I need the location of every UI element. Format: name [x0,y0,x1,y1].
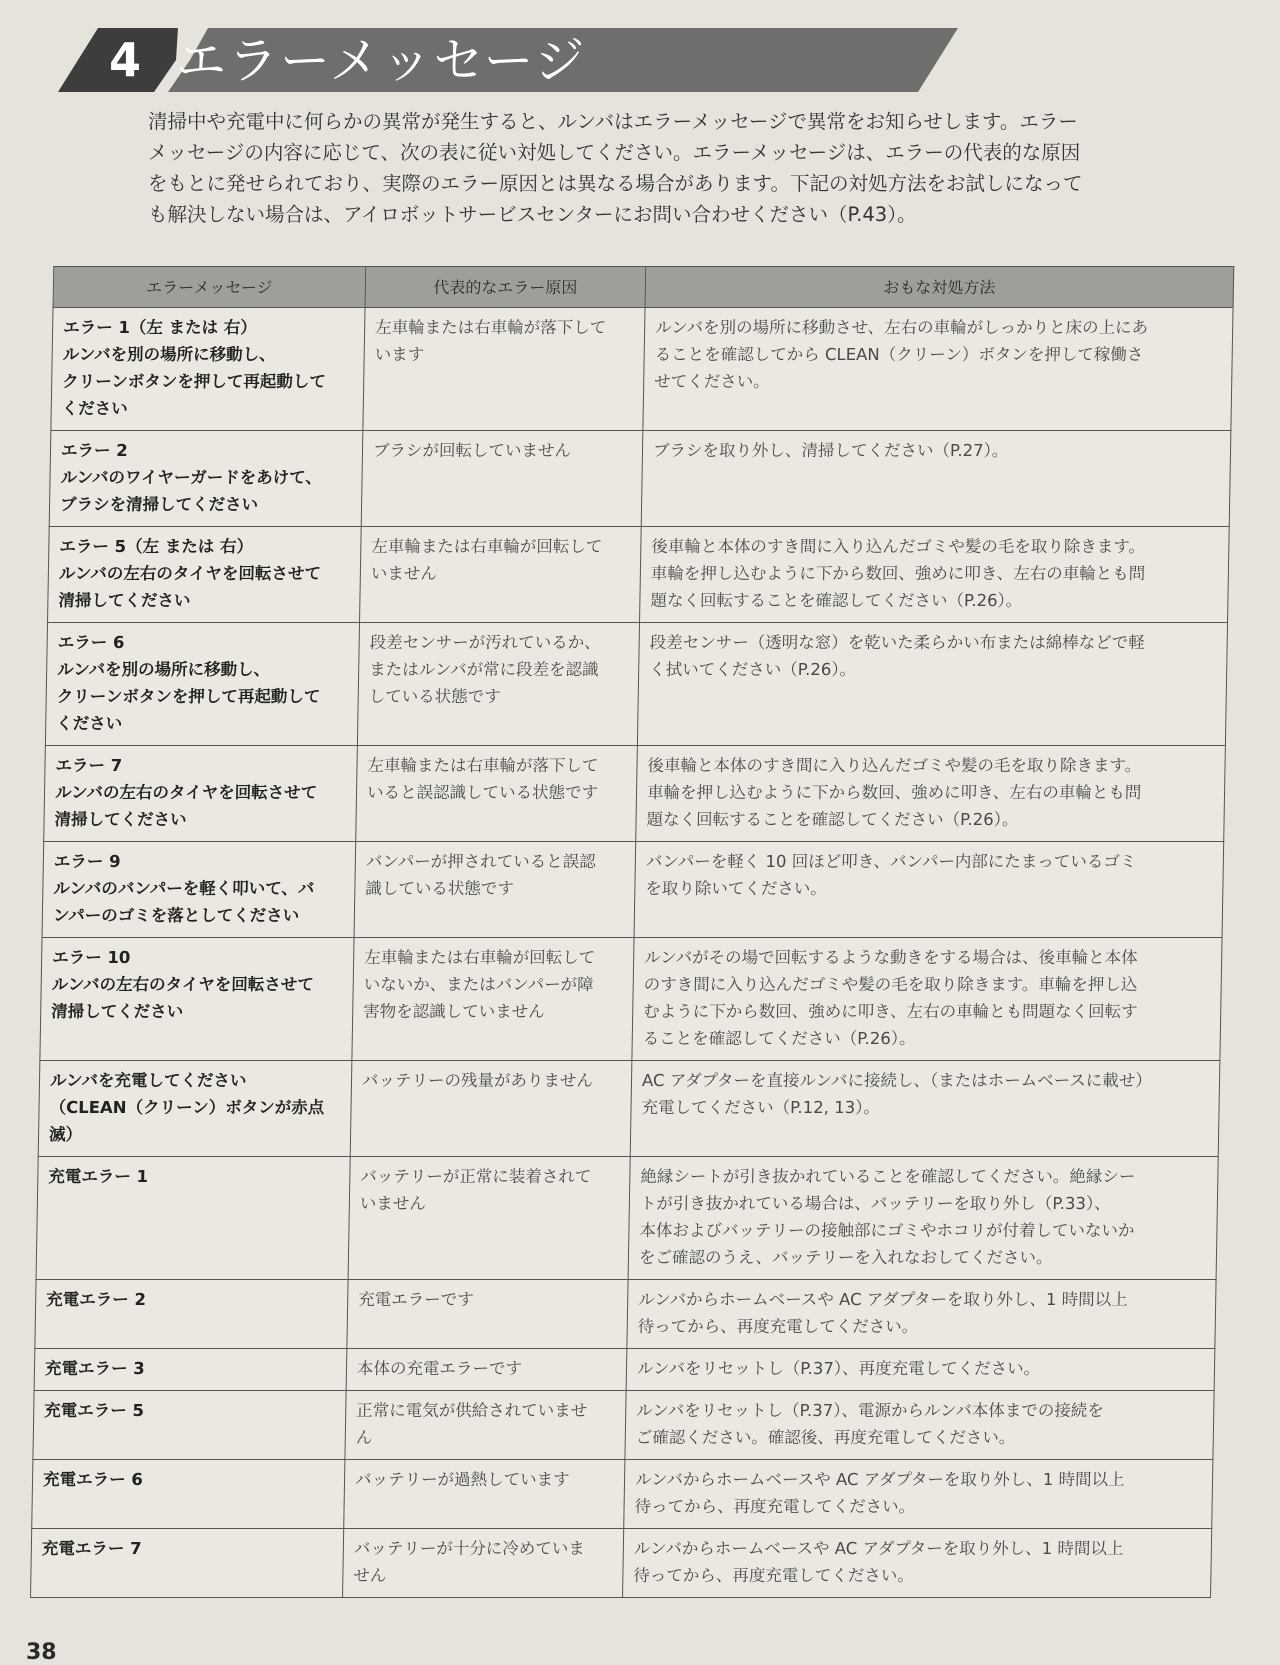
table-row [40,938,1222,1061]
table-row [32,1460,1213,1529]
error-cause-cell [346,1349,627,1391]
error-message-cell [49,431,363,527]
error-message-line: ルンバの左右のタイヤを回転させて [54,783,318,802]
error-cause-cell [360,527,642,623]
error-message-cell [51,308,365,431]
error-cause-line: 左車輪または右車輪が落下して [375,318,607,337]
error-cause-cell [344,1460,625,1529]
remedy-cell [634,842,1224,938]
table-row [42,842,1224,938]
error-message-line: ください [61,399,128,418]
error-cause-line: いないか、またはバンパーが障 [363,975,594,994]
remedy-line: トが引き抜かれている場合は、バッテリーを取り外し（P.33）、 [639,1194,1111,1213]
error-message-cell [31,1529,344,1598]
section-header [58,28,958,92]
error-message-cell [33,1391,346,1460]
error-message-cell [38,1061,352,1157]
error-cause-line: 左車輪または右車輪が回転して [371,537,603,556]
remedy-line: のすき間に入り込んだゴミや髪の毛を取り除きます。車輪を押し込 [643,975,1138,994]
remedy-line: バンパーを軽く 10 回ほど叩き、バンパー内部にたまっているゴミ [645,852,1137,871]
remedy-cell [626,1349,1215,1391]
remedy-line: 車輪を押し込むように下から数回、強めに叩き、左右の車輪とも問 [646,783,1142,802]
remedy-line: ルンバがその場で回転するような動きをする場合は、後車輪と本体 [644,948,1138,967]
error-cause-cell [361,431,643,527]
remedy-line: ルンバからホームベースや AC アダプターを取り外し、1 時間以上 [638,1290,1128,1309]
remedy-cell [625,1391,1214,1460]
remedy-cell [624,1460,1213,1529]
error-cause-line: いません [359,1194,427,1213]
error-message-line: エラー 10 [52,948,131,967]
error-cause-cell [350,1061,632,1157]
page-number: 38 [26,1640,57,1665]
error-message-line: ルンバを充電してください [49,1071,247,1090]
remedy-line: 後車輪と本体のすき間に入り込んだゴミや髪の毛を取り除きます。 [651,537,1146,556]
remedy-cell [643,308,1233,431]
error-message-cell [35,1280,348,1349]
error-message-line: 充電エラー 5 [44,1401,145,1420]
error-message-cell [40,938,354,1061]
error-cause-line: バンパーが押されていると誤認 [365,852,596,871]
error-cause-cell [343,1529,624,1598]
remedy-cell [636,746,1226,842]
remedy-line: ご確認ください。確認後、再度充電してください。 [635,1428,1016,1447]
remedy-line: 題なく回転することを確認してください（P.26）。 [646,810,1019,829]
table-header-row [53,267,1234,308]
error-cause-line: 左車輪または右車輪が落下して [367,756,599,775]
error-message-cell [44,746,358,842]
error-message-line: クリーンボタンを押して再起動して [56,687,321,706]
error-message-line: 充電エラー 6 [42,1470,143,1489]
table-row [49,431,1231,527]
table-row [45,623,1227,746]
intro-line: をもとに発せられており、実際のエラー原因とは異なる場合があります。下記の対処方法をお試しになって [148,172,1083,195]
remedy-line: ブラシを取り外し、清掃してください（P.27）。 [652,441,1009,460]
error-cause-cell [352,938,634,1061]
remedy-line: AC アダプターを直接ルンバに接続し、（またはホームベースに載せ） [641,1071,1153,1090]
error-message-line: ルンバの左右のタイヤを回転させて [58,564,322,583]
error-cause-cell [354,842,636,938]
error-cause-line: バッテリーが正常に装着されて [360,1167,592,1186]
remedy-cell [623,1529,1212,1598]
error-cause-line: している状態です [368,687,501,706]
remedy-line: 車輪を押し込むように下から数回、強めに叩き、左右の車輪とも問 [650,564,1146,583]
error-cause-line: 左車輪または右車輪が回転して [364,948,596,967]
remedy-line: 待ってから、再度充電してください。 [637,1317,919,1336]
section-number: 4 [108,33,141,87]
error-message-line: ルンバのワイヤーガードをあけて、 [60,468,323,487]
error-message-line: ルンバのバンパーを軽く叩いて、バ [53,879,315,898]
remedy-line: 充電してください（P.12, 13）。 [641,1098,881,1117]
header-remedy: おもな対処方法 [645,267,1234,308]
error-message-line: エラー 1（左 または 右） [63,318,258,337]
table-row [48,527,1230,623]
remedy-cell [641,431,1231,527]
error-cause-line: 識している状態です [365,879,515,898]
error-message-line: 清掃してください [54,810,187,829]
remedy-line: 本体およびバッテリーの接触部にゴミやホコリが付着していないか [639,1221,1135,1240]
table-row [36,1157,1218,1280]
error-message-line: エラー 5（左 または 右） [59,537,254,556]
error-cause-line: 充電エラーです [358,1290,474,1309]
error-message-line: ンパーのゴミを落としてください [52,906,300,925]
error-message-line: （CLEAN（クリーン）ボタンが赤点滅） [48,1098,325,1144]
error-cause-cell [357,623,639,746]
error-message-line: ルンバを別の場所に移動し、 [57,660,271,679]
remedy-line: ルンバを別の場所に移動させ、左右の車輪がしっかりと床の上にあ [655,318,1149,337]
error-cause-line: バッテリーの残量がありません [361,1071,594,1090]
table-row [35,1280,1216,1349]
remedy-line: ルンバからホームベースや AC アダプターを取り外し、1 時間以上 [634,1470,1125,1489]
error-cause-cell [363,308,645,431]
error-cause-line: またはルンバが常に段差を認識 [369,660,599,679]
table-row [38,1061,1220,1157]
error-cause-line: ん [355,1428,373,1447]
error-cause-line: いると誤認識している状態です [366,783,599,802]
section-title: エラーメッセージ [176,32,587,90]
remedy-cell [637,623,1227,746]
error-cause-cell [347,1280,628,1349]
remedy-line: ルンバをリセットし（P.37）、電源からルンバ本体までの接続を [636,1401,1105,1420]
remedy-line: ることを確認してください（P.26）。 [642,1029,916,1048]
remedy-line: むように下から数回、強めに叩き、左右の車輪とも問題なく回転す [643,1002,1138,1021]
error-message-line: ルンバの左右のタイヤを回転させて [51,975,314,994]
error-cause-line: ブラシが回転していません [372,441,572,460]
error-message-line: 充電エラー 7 [41,1539,142,1558]
error-message-cell [42,842,356,938]
error-cause-cell [348,1157,630,1280]
remedy-line: 待ってから、再度充電してください。 [634,1497,916,1516]
error-cause-line: バッテリーが過熱しています [354,1470,570,1489]
error-message-line: エラー 2 [60,441,128,460]
error-message-line: 充電エラー 3 [44,1359,145,1378]
error-cause-line: 段差センサーが汚れているか、 [369,633,601,652]
remedy-line: 後車輪と本体のすき間に入り込んだゴミや髪の毛を取り除きます。 [647,756,1142,775]
error-message-line: エラー 6 [57,633,125,652]
remedy-line: せてください。 [654,372,770,391]
remedy-cell [630,1061,1220,1157]
header-error-cause: 代表的なエラー原因 [365,267,646,308]
error-cause-line: います [374,345,425,364]
remedy-cell [640,527,1230,623]
table-row [51,308,1233,431]
error-cause-line: バッテリーが十分に冷めていま [353,1539,586,1558]
error-message-line: ください [56,714,123,733]
intro-line: 清掃中や充電中に何らかの異常が発生すると、ルンバはエラーメッセージで異常をお知らせします。エラー [148,110,1078,133]
remedy-line: を取り除いてください。 [645,879,828,898]
table-row [33,1391,1214,1460]
header-error-message: エラーメッセージ [53,267,366,308]
remedy-cell [628,1157,1218,1280]
error-cause-cell [345,1391,626,1460]
error-cause-line: 害物を認識していません [363,1002,545,1021]
table-row [44,746,1226,842]
intro-line: も解決しない場合は、アイロボットサービスセンターにお問い合わせください（P.43）。 [148,203,917,226]
error-message-line: エラー 9 [53,852,121,871]
error-message-cell [45,623,359,746]
error-cause-line: 正常に電気が供給されていませ [356,1401,588,1420]
error-message-line: ブラシを清掃してください [59,495,259,514]
remedy-cell [632,938,1222,1061]
error-message-cell [34,1349,347,1391]
intro-paragraph [148,106,1208,230]
error-cause-line: 本体の充電エラーです [356,1359,523,1378]
error-message-line: 充電エラー 2 [46,1290,147,1309]
error-cause-line: せん [353,1566,387,1585]
remedy-line: 段差センサー（透明な窓）を乾いた柔らかい布または綿棒などで軽 [649,633,1145,652]
remedy-line: 待ってから、再度充電してください。 [633,1566,915,1585]
error-cause-line: いません [370,564,438,583]
error-message-line: クリーンボタンを押して再起動して [62,372,327,391]
remedy-cell [627,1280,1216,1349]
error-message-cell [48,527,362,623]
remedy-line: をご確認のうえ、バッテリーを入れなおしてください。 [638,1248,1053,1267]
remedy-line: ルンバからホームベースや AC アダプターを取り外し、1 時間以上 [633,1539,1124,1558]
error-message-line: エラー 7 [55,756,123,775]
table-row [34,1349,1215,1391]
error-message-line: 充電エラー 1 [48,1167,149,1186]
error-message-line: 清掃してください [58,591,191,610]
remedy-line: ルンバをリセットし（P.37）、再度充電してください。 [636,1359,1041,1378]
remedy-line: 絶縁シートが引き抜かれていることを確認してください。絶縁シー [640,1167,1136,1186]
error-cause-cell [356,746,638,842]
error-message-cell [36,1157,350,1280]
table-row [31,1529,1212,1598]
error-table [30,266,1234,1598]
intro-line: メッセージの内容に応じて、次の表に従い対処してください。エラーメッセージは、エラーの代表的な原因 [148,141,1081,164]
error-message-cell [32,1460,345,1529]
error-message-line: ルンバを別の場所に移動し、 [62,345,276,364]
remedy-line: ることを確認してから CLEAN（クリーン）ボタンを押して稼働さ [654,345,1144,364]
error-message-line: 清掃してください [51,1002,184,1021]
remedy-line: 題なく回転することを確認してください（P.26）。 [650,591,1023,610]
remedy-line: く拭いてください（P.26）。 [649,660,857,679]
